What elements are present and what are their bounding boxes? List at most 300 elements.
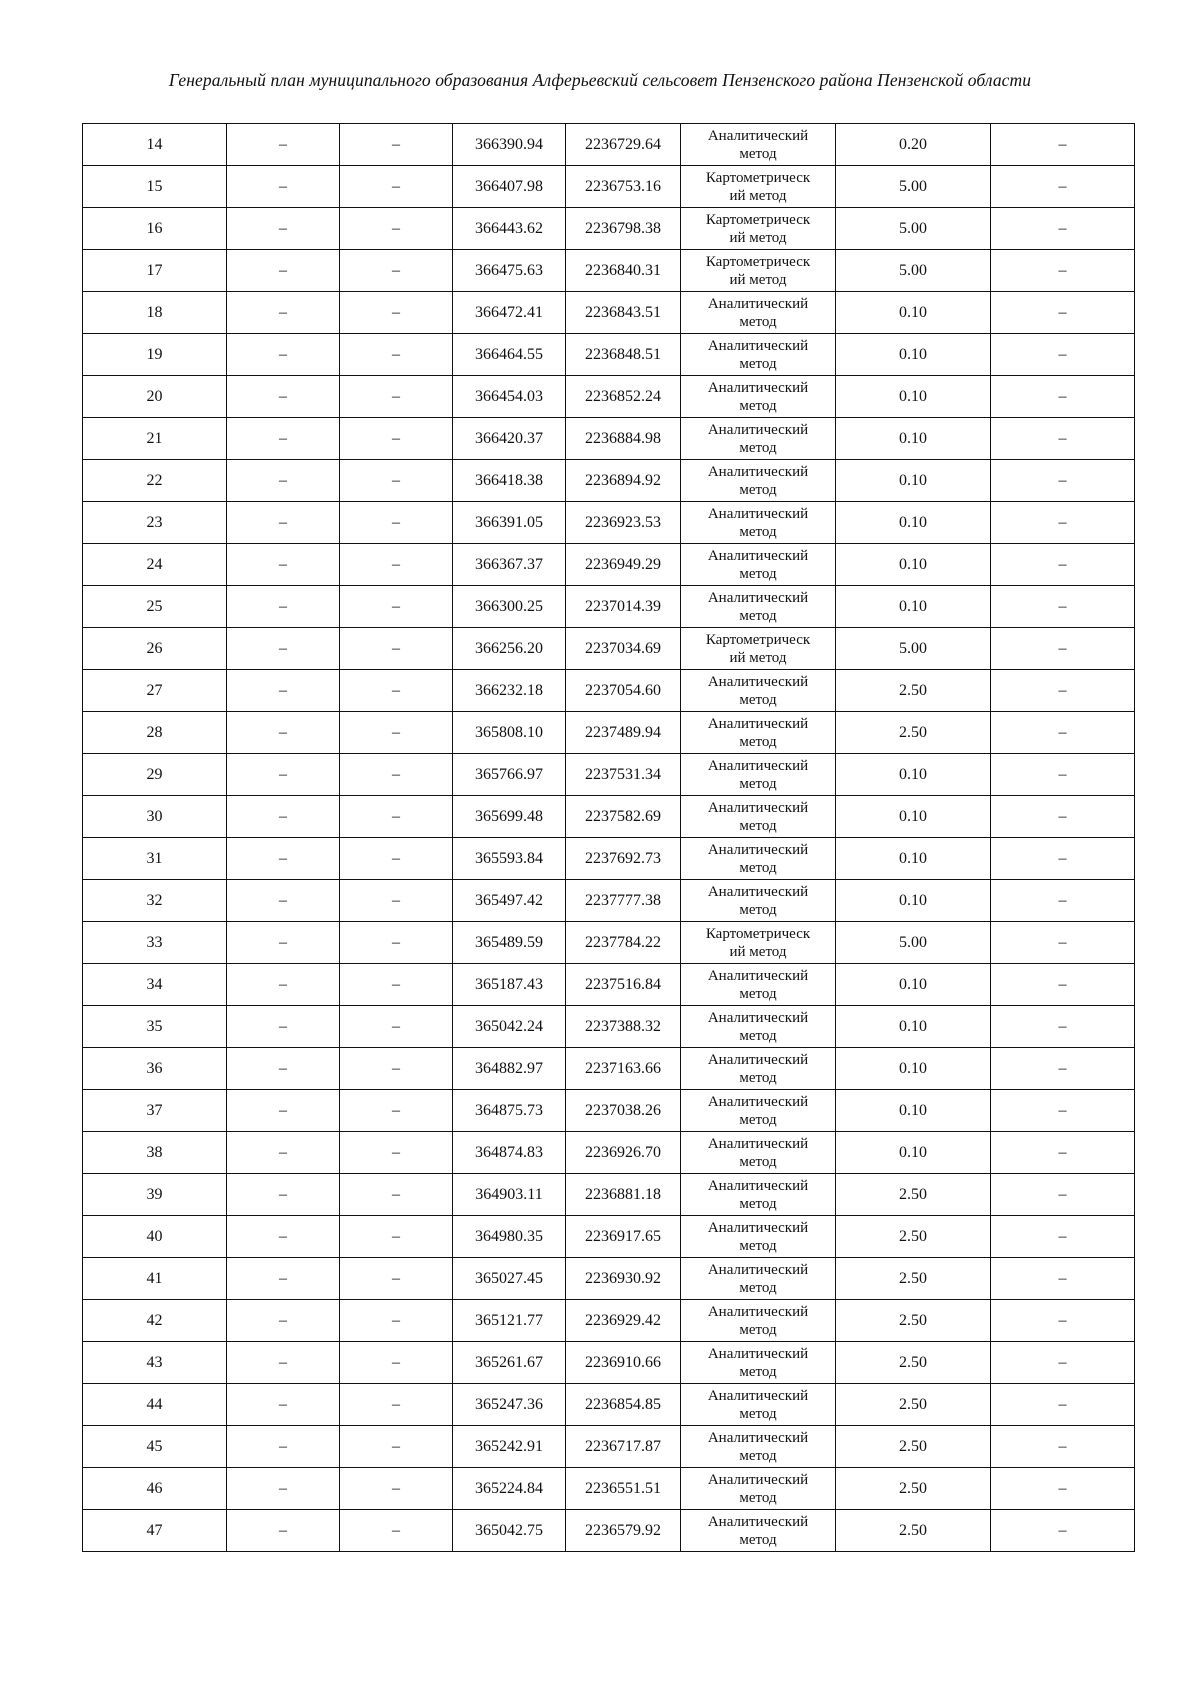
empty-value-cell: – bbox=[227, 754, 340, 796]
table-row bbox=[83, 502, 1135, 544]
empty-value-cell: – bbox=[340, 586, 453, 628]
accuracy-cell: 2.50 bbox=[836, 1300, 991, 1342]
method-text-line: метод bbox=[739, 733, 777, 750]
method-text-line: Аналитический bbox=[707, 1471, 809, 1488]
x-coordinate-cell: 366464.55 bbox=[453, 334, 566, 376]
note-cell: – bbox=[991, 964, 1135, 1006]
y-coordinate-cell: 2236717.87 bbox=[566, 1426, 681, 1468]
method-text-line: метод bbox=[739, 775, 777, 792]
method-text-line: метод bbox=[739, 859, 777, 876]
empty-value-cell: – bbox=[340, 712, 453, 754]
y-coordinate-cell: 2236881.18 bbox=[566, 1174, 681, 1216]
method-text-line: Аналитический bbox=[707, 589, 809, 606]
point-number-cell: 34 bbox=[83, 964, 227, 1006]
point-number-cell: 39 bbox=[83, 1174, 227, 1216]
table-row bbox=[83, 1342, 1135, 1384]
point-number-cell: 38 bbox=[83, 1132, 227, 1174]
table-row bbox=[83, 292, 1135, 334]
empty-value-cell: – bbox=[340, 1342, 453, 1384]
y-coordinate-cell: 2236579.92 bbox=[566, 1510, 681, 1552]
point-number-cell: 33 bbox=[83, 922, 227, 964]
method-text-line: метод bbox=[739, 397, 777, 414]
table-row bbox=[83, 628, 1135, 670]
table-row bbox=[83, 1468, 1135, 1510]
method-text-line: метод bbox=[739, 1153, 777, 1170]
y-coordinate-cell: 2236930.92 bbox=[566, 1258, 681, 1300]
point-number-cell: 14 bbox=[83, 124, 227, 166]
x-coordinate-cell: 364980.35 bbox=[453, 1216, 566, 1258]
accuracy-cell: 0.10 bbox=[836, 754, 991, 796]
y-coordinate-cell: 2236551.51 bbox=[566, 1468, 681, 1510]
note-cell: – bbox=[991, 838, 1135, 880]
y-coordinate-cell: 2236949.29 bbox=[566, 544, 681, 586]
table-row bbox=[83, 1300, 1135, 1342]
point-number-cell: 37 bbox=[83, 1090, 227, 1132]
empty-value-cell: – bbox=[340, 1174, 453, 1216]
y-coordinate-cell: 2236929.42 bbox=[566, 1300, 681, 1342]
empty-value-cell: – bbox=[227, 1174, 340, 1216]
method-text-line: Аналитический bbox=[707, 295, 809, 312]
coordinates-table bbox=[82, 123, 1135, 1552]
table-row bbox=[83, 1510, 1135, 1552]
accuracy-cell: 0.20 bbox=[836, 124, 991, 166]
empty-value-cell: – bbox=[227, 796, 340, 838]
method-cell bbox=[681, 544, 836, 586]
method-text-line: метод bbox=[739, 985, 777, 1002]
method-text-line: метод bbox=[739, 145, 777, 162]
table-row bbox=[83, 418, 1135, 460]
table-row bbox=[83, 1090, 1135, 1132]
method-text-line: метод bbox=[739, 1489, 777, 1506]
note-cell: – bbox=[991, 922, 1135, 964]
method-cell bbox=[681, 712, 836, 754]
method-cell bbox=[681, 964, 836, 1006]
accuracy-cell: 5.00 bbox=[836, 628, 991, 670]
method-text-line: Аналитический bbox=[707, 1093, 809, 1110]
y-coordinate-cell: 2236848.51 bbox=[566, 334, 681, 376]
method-text-line: метод bbox=[739, 1447, 777, 1464]
point-number-cell: 22 bbox=[83, 460, 227, 502]
note-cell: – bbox=[991, 1132, 1135, 1174]
method-cell bbox=[681, 1426, 836, 1468]
method-text-line: метод bbox=[739, 1279, 777, 1296]
x-coordinate-cell: 365247.36 bbox=[453, 1384, 566, 1426]
note-cell: – bbox=[991, 1510, 1135, 1552]
x-coordinate-cell: 366232.18 bbox=[453, 670, 566, 712]
y-coordinate-cell: 2236798.38 bbox=[566, 208, 681, 250]
empty-value-cell: – bbox=[227, 922, 340, 964]
method-text-line: метод bbox=[739, 523, 777, 540]
method-text-line: ий метод bbox=[729, 271, 787, 288]
method-text-line: Аналитический bbox=[707, 1429, 809, 1446]
empty-value-cell: – bbox=[340, 502, 453, 544]
empty-value-cell: – bbox=[340, 376, 453, 418]
note-cell: – bbox=[991, 502, 1135, 544]
table-row bbox=[83, 250, 1135, 292]
note-cell: – bbox=[991, 754, 1135, 796]
empty-value-cell: – bbox=[340, 1426, 453, 1468]
method-text-line: Аналитический bbox=[707, 127, 809, 144]
note-cell: – bbox=[991, 418, 1135, 460]
accuracy-cell: 2.50 bbox=[836, 1510, 991, 1552]
note-cell: – bbox=[991, 880, 1135, 922]
method-text-line: Аналитический bbox=[707, 1219, 809, 1236]
empty-value-cell: – bbox=[227, 670, 340, 712]
method-text-line: Картометрическ bbox=[705, 631, 811, 648]
method-text-line: метод bbox=[739, 901, 777, 918]
point-number-cell: 19 bbox=[83, 334, 227, 376]
table-row bbox=[83, 754, 1135, 796]
method-cell bbox=[681, 1090, 836, 1132]
x-coordinate-cell: 365808.10 bbox=[453, 712, 566, 754]
method-text-line: метод bbox=[739, 313, 777, 330]
table-row bbox=[83, 1426, 1135, 1468]
method-text-line: Аналитический bbox=[707, 883, 809, 900]
empty-value-cell: – bbox=[340, 544, 453, 586]
x-coordinate-cell: 365497.42 bbox=[453, 880, 566, 922]
point-number-cell: 46 bbox=[83, 1468, 227, 1510]
table-row bbox=[83, 1132, 1135, 1174]
accuracy-cell: 2.50 bbox=[836, 1258, 991, 1300]
accuracy-cell: 0.10 bbox=[836, 292, 991, 334]
x-coordinate-cell: 365766.97 bbox=[453, 754, 566, 796]
method-text-line: Аналитический bbox=[707, 1009, 809, 1026]
point-number-cell: 40 bbox=[83, 1216, 227, 1258]
method-cell bbox=[681, 376, 836, 418]
accuracy-cell: 0.10 bbox=[836, 838, 991, 880]
y-coordinate-cell: 2236852.24 bbox=[566, 376, 681, 418]
x-coordinate-cell: 365593.84 bbox=[453, 838, 566, 880]
x-coordinate-cell: 366300.25 bbox=[453, 586, 566, 628]
y-coordinate-cell: 2236894.92 bbox=[566, 460, 681, 502]
method-cell bbox=[681, 1174, 836, 1216]
method-cell bbox=[681, 796, 836, 838]
point-number-cell: 31 bbox=[83, 838, 227, 880]
y-coordinate-cell: 2237034.69 bbox=[566, 628, 681, 670]
empty-value-cell: – bbox=[227, 1468, 340, 1510]
accuracy-cell: 2.50 bbox=[836, 1174, 991, 1216]
method-text-line: метод bbox=[739, 1069, 777, 1086]
y-coordinate-cell: 2237777.38 bbox=[566, 880, 681, 922]
x-coordinate-cell: 365261.67 bbox=[453, 1342, 566, 1384]
empty-value-cell: – bbox=[340, 334, 453, 376]
method-text-line: Аналитический bbox=[707, 547, 809, 564]
y-coordinate-cell: 2236884.98 bbox=[566, 418, 681, 460]
method-cell bbox=[681, 880, 836, 922]
note-cell: – bbox=[991, 1384, 1135, 1426]
x-coordinate-cell: 365027.45 bbox=[453, 1258, 566, 1300]
note-cell: – bbox=[991, 166, 1135, 208]
x-coordinate-cell: 364875.73 bbox=[453, 1090, 566, 1132]
note-cell: – bbox=[991, 1048, 1135, 1090]
empty-value-cell: – bbox=[227, 502, 340, 544]
point-number-cell: 24 bbox=[83, 544, 227, 586]
point-number-cell: 26 bbox=[83, 628, 227, 670]
method-text-line: метод bbox=[739, 691, 777, 708]
empty-value-cell: – bbox=[340, 1048, 453, 1090]
method-cell bbox=[681, 418, 836, 460]
empty-value-cell: – bbox=[227, 544, 340, 586]
method-cell bbox=[681, 586, 836, 628]
empty-value-cell: – bbox=[227, 334, 340, 376]
table-row bbox=[83, 1258, 1135, 1300]
method-cell bbox=[681, 1384, 836, 1426]
table-row bbox=[83, 1006, 1135, 1048]
method-cell bbox=[681, 166, 836, 208]
empty-value-cell: – bbox=[227, 1048, 340, 1090]
accuracy-cell: 0.10 bbox=[836, 1006, 991, 1048]
x-coordinate-cell: 365489.59 bbox=[453, 922, 566, 964]
method-cell bbox=[681, 1510, 836, 1552]
method-text-line: Аналитический bbox=[707, 1051, 809, 1068]
empty-value-cell: – bbox=[227, 1216, 340, 1258]
table-row bbox=[83, 1384, 1135, 1426]
x-coordinate-cell: 366443.62 bbox=[453, 208, 566, 250]
x-coordinate-cell: 366391.05 bbox=[453, 502, 566, 544]
empty-value-cell: – bbox=[340, 1090, 453, 1132]
point-number-cell: 18 bbox=[83, 292, 227, 334]
method-cell bbox=[681, 838, 836, 880]
method-cell bbox=[681, 124, 836, 166]
point-number-cell: 41 bbox=[83, 1258, 227, 1300]
empty-value-cell: – bbox=[227, 1006, 340, 1048]
method-text-line: Аналитический bbox=[707, 1177, 809, 1194]
method-text-line: Аналитический bbox=[707, 1135, 809, 1152]
y-coordinate-cell: 2236917.65 bbox=[566, 1216, 681, 1258]
y-coordinate-cell: 2237784.22 bbox=[566, 922, 681, 964]
method-text-line: метод bbox=[739, 355, 777, 372]
y-coordinate-cell: 2236910.66 bbox=[566, 1342, 681, 1384]
note-cell: – bbox=[991, 460, 1135, 502]
accuracy-cell: 0.10 bbox=[836, 796, 991, 838]
method-cell bbox=[681, 1300, 836, 1342]
accuracy-cell: 2.50 bbox=[836, 1426, 991, 1468]
empty-value-cell: – bbox=[340, 922, 453, 964]
table-row bbox=[83, 376, 1135, 418]
accuracy-cell: 0.10 bbox=[836, 964, 991, 1006]
empty-value-cell: – bbox=[227, 1342, 340, 1384]
accuracy-cell: 0.10 bbox=[836, 376, 991, 418]
empty-value-cell: – bbox=[340, 1468, 453, 1510]
method-text-line: Аналитический bbox=[707, 1261, 809, 1278]
table-row bbox=[83, 124, 1135, 166]
empty-value-cell: – bbox=[227, 838, 340, 880]
method-cell bbox=[681, 334, 836, 376]
method-text-line: Аналитический bbox=[707, 337, 809, 354]
method-text-line: метод bbox=[739, 439, 777, 456]
method-text-line: метод bbox=[739, 1237, 777, 1254]
point-number-cell: 16 bbox=[83, 208, 227, 250]
empty-value-cell: – bbox=[340, 1510, 453, 1552]
note-cell: – bbox=[991, 1426, 1135, 1468]
empty-value-cell: – bbox=[227, 1132, 340, 1174]
table-row bbox=[83, 964, 1135, 1006]
method-cell bbox=[681, 1216, 836, 1258]
point-number-cell: 20 bbox=[83, 376, 227, 418]
x-coordinate-cell: 365042.24 bbox=[453, 1006, 566, 1048]
x-coordinate-cell: 365121.77 bbox=[453, 1300, 566, 1342]
table-row bbox=[83, 166, 1135, 208]
empty-value-cell: – bbox=[227, 712, 340, 754]
empty-value-cell: – bbox=[340, 208, 453, 250]
method-text-line: Аналитический bbox=[707, 1387, 809, 1404]
empty-value-cell: – bbox=[227, 1384, 340, 1426]
point-number-cell: 23 bbox=[83, 502, 227, 544]
accuracy-cell: 0.10 bbox=[836, 1090, 991, 1132]
table-row bbox=[83, 880, 1135, 922]
empty-value-cell: – bbox=[340, 796, 453, 838]
empty-value-cell: – bbox=[227, 1426, 340, 1468]
empty-value-cell: – bbox=[340, 1258, 453, 1300]
table-row bbox=[83, 712, 1135, 754]
accuracy-cell: 5.00 bbox=[836, 166, 991, 208]
table-row bbox=[83, 208, 1135, 250]
note-cell: – bbox=[991, 1258, 1135, 1300]
method-text-line: Аналитический bbox=[707, 673, 809, 690]
x-coordinate-cell: 365187.43 bbox=[453, 964, 566, 1006]
y-coordinate-cell: 2237582.69 bbox=[566, 796, 681, 838]
empty-value-cell: – bbox=[340, 1300, 453, 1342]
method-cell bbox=[681, 1132, 836, 1174]
method-text-line: метод bbox=[739, 1531, 777, 1548]
x-coordinate-cell: 364874.83 bbox=[453, 1132, 566, 1174]
method-text-line: метод bbox=[739, 1321, 777, 1338]
y-coordinate-cell: 2237388.32 bbox=[566, 1006, 681, 1048]
accuracy-cell: 2.50 bbox=[836, 1342, 991, 1384]
empty-value-cell: – bbox=[227, 292, 340, 334]
x-coordinate-cell: 365242.91 bbox=[453, 1426, 566, 1468]
note-cell: – bbox=[991, 1300, 1135, 1342]
y-coordinate-cell: 2236840.31 bbox=[566, 250, 681, 292]
empty-value-cell: – bbox=[227, 964, 340, 1006]
empty-value-cell: – bbox=[340, 460, 453, 502]
method-cell bbox=[681, 628, 836, 670]
note-cell: – bbox=[991, 1006, 1135, 1048]
method-text-line: Аналитический bbox=[707, 1345, 809, 1362]
note-cell: – bbox=[991, 796, 1135, 838]
x-coordinate-cell: 366390.94 bbox=[453, 124, 566, 166]
y-coordinate-cell: 2237489.94 bbox=[566, 712, 681, 754]
x-coordinate-cell: 366418.38 bbox=[453, 460, 566, 502]
method-text-line: метод bbox=[739, 1195, 777, 1212]
point-number-cell: 32 bbox=[83, 880, 227, 922]
x-coordinate-cell: 364903.11 bbox=[453, 1174, 566, 1216]
point-number-cell: 17 bbox=[83, 250, 227, 292]
empty-value-cell: – bbox=[340, 838, 453, 880]
point-number-cell: 42 bbox=[83, 1300, 227, 1342]
method-text-line: метод bbox=[739, 817, 777, 834]
table-row bbox=[83, 334, 1135, 376]
method-text-line: Картометрическ bbox=[705, 169, 811, 186]
method-cell bbox=[681, 922, 836, 964]
method-cell bbox=[681, 1258, 836, 1300]
point-number-cell: 35 bbox=[83, 1006, 227, 1048]
x-coordinate-cell: 366367.37 bbox=[453, 544, 566, 586]
x-coordinate-cell: 365699.48 bbox=[453, 796, 566, 838]
y-coordinate-cell: 2237531.34 bbox=[566, 754, 681, 796]
x-coordinate-cell: 366472.41 bbox=[453, 292, 566, 334]
table-row bbox=[83, 796, 1135, 838]
method-text-line: Аналитический bbox=[707, 715, 809, 732]
method-text-line: метод bbox=[739, 481, 777, 498]
method-cell bbox=[681, 460, 836, 502]
note-cell: – bbox=[991, 334, 1135, 376]
y-coordinate-cell: 2237692.73 bbox=[566, 838, 681, 880]
point-number-cell: 21 bbox=[83, 418, 227, 460]
empty-value-cell: – bbox=[340, 1006, 453, 1048]
accuracy-cell: 2.50 bbox=[836, 712, 991, 754]
empty-value-cell: – bbox=[227, 880, 340, 922]
y-coordinate-cell: 2236729.64 bbox=[566, 124, 681, 166]
y-coordinate-cell: 2237516.84 bbox=[566, 964, 681, 1006]
method-cell bbox=[681, 292, 836, 334]
method-cell bbox=[681, 1006, 836, 1048]
empty-value-cell: – bbox=[227, 1300, 340, 1342]
table-row bbox=[83, 544, 1135, 586]
empty-value-cell: – bbox=[227, 1510, 340, 1552]
point-number-cell: 44 bbox=[83, 1384, 227, 1426]
y-coordinate-cell: 2236753.16 bbox=[566, 166, 681, 208]
note-cell: – bbox=[991, 376, 1135, 418]
table-row bbox=[83, 1216, 1135, 1258]
page-header-title: Генеральный план муниципального образования Алферьевский сельсовет Пензенского района Пензенской области bbox=[168, 70, 1032, 90]
note-cell: – bbox=[991, 1174, 1135, 1216]
note-cell: – bbox=[991, 208, 1135, 250]
method-text-line: Аналитический bbox=[707, 463, 809, 480]
note-cell: – bbox=[991, 544, 1135, 586]
point-number-cell: 43 bbox=[83, 1342, 227, 1384]
accuracy-cell: 5.00 bbox=[836, 922, 991, 964]
note-cell: – bbox=[991, 1216, 1135, 1258]
note-cell: – bbox=[991, 250, 1135, 292]
note-cell: – bbox=[991, 712, 1135, 754]
method-text-line: ий метод bbox=[729, 229, 787, 246]
method-text-line: метод bbox=[739, 1027, 777, 1044]
point-number-cell: 25 bbox=[83, 586, 227, 628]
empty-value-cell: – bbox=[340, 1384, 453, 1426]
empty-value-cell: – bbox=[340, 628, 453, 670]
empty-value-cell: – bbox=[340, 754, 453, 796]
method-text-line: Картометрическ bbox=[705, 211, 811, 228]
accuracy-cell: 2.50 bbox=[836, 1468, 991, 1510]
accuracy-cell: 0.10 bbox=[836, 544, 991, 586]
empty-value-cell: – bbox=[227, 418, 340, 460]
accuracy-cell: 2.50 bbox=[836, 1216, 991, 1258]
empty-value-cell: – bbox=[227, 1258, 340, 1300]
y-coordinate-cell: 2236843.51 bbox=[566, 292, 681, 334]
method-cell bbox=[681, 754, 836, 796]
method-text-line: Аналитический bbox=[707, 799, 809, 816]
method-text-line: Аналитический bbox=[707, 421, 809, 438]
note-cell: – bbox=[991, 1342, 1135, 1384]
empty-value-cell: – bbox=[227, 460, 340, 502]
accuracy-cell: 2.50 bbox=[836, 670, 991, 712]
method-text-line: метод bbox=[739, 565, 777, 582]
method-text-line: метод bbox=[739, 607, 777, 624]
method-text-line: Аналитический bbox=[707, 967, 809, 984]
accuracy-cell: 0.10 bbox=[836, 502, 991, 544]
method-cell bbox=[681, 670, 836, 712]
x-coordinate-cell: 366420.37 bbox=[453, 418, 566, 460]
y-coordinate-cell: 2237038.26 bbox=[566, 1090, 681, 1132]
note-cell: – bbox=[991, 670, 1135, 712]
note-cell: – bbox=[991, 628, 1135, 670]
table-row bbox=[83, 670, 1135, 712]
x-coordinate-cell: 365042.75 bbox=[453, 1510, 566, 1552]
accuracy-cell: 0.10 bbox=[836, 880, 991, 922]
empty-value-cell: – bbox=[227, 1090, 340, 1132]
table-row bbox=[83, 1048, 1135, 1090]
